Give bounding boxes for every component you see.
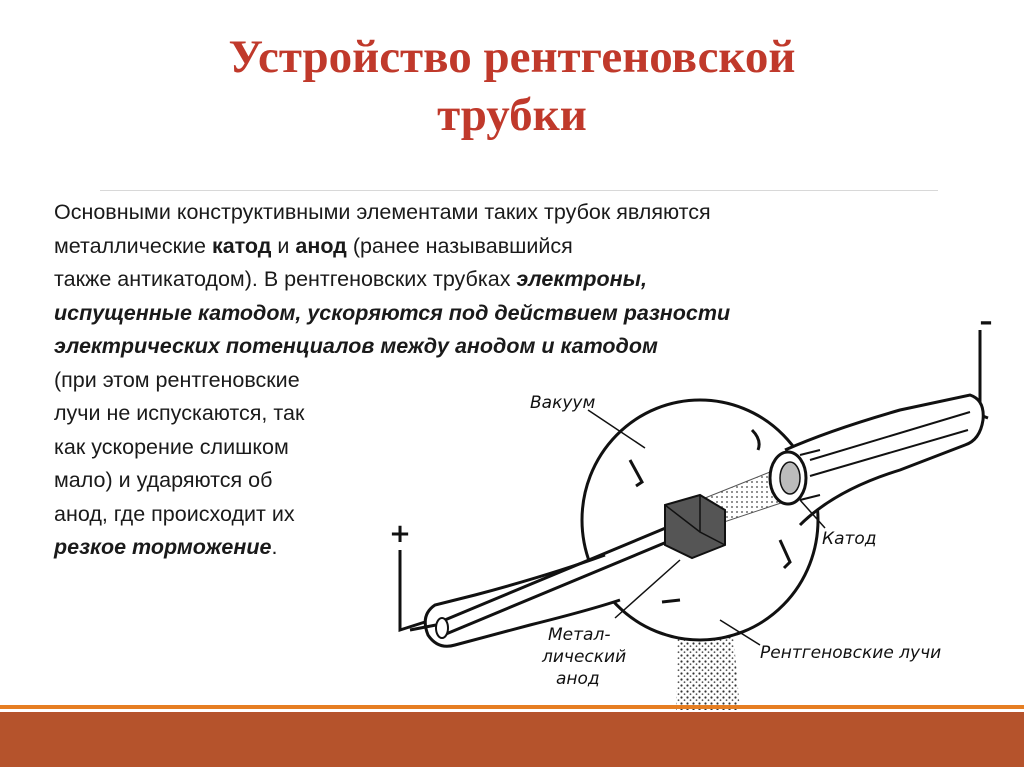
text-line-8: как ускорение слишком bbox=[54, 434, 289, 459]
text-line-7: лучи не испускаются, так bbox=[54, 401, 305, 425]
label-anode-2: лический bbox=[542, 647, 627, 667]
term-electrons: электроны, bbox=[516, 267, 647, 291]
text-line-11: резкое торможение. bbox=[54, 535, 278, 559]
sign-plus: + bbox=[389, 519, 411, 549]
label-vacuum: Вакуум bbox=[530, 393, 596, 413]
xray-tube-illustration bbox=[380, 300, 1020, 710]
text-line-5: электрических потенциалов между анодом и катодом bbox=[54, 334, 658, 358]
label-anode-1: Метал- bbox=[548, 625, 611, 645]
text-line-3: также антикатодом). В рентгеновских трубках электроны, bbox=[54, 267, 647, 291]
label-xrays: Рентгеновские лучи bbox=[760, 643, 942, 663]
slide-title bbox=[0, 28, 1024, 144]
text-line-9: мало) и ударяются об bbox=[54, 468, 273, 492]
text-line-2: металлические катод и анод (ранее называвшийся bbox=[54, 233, 573, 258]
text-line-6: (при этом рентгеновские bbox=[54, 367, 300, 392]
tube-right-neck bbox=[785, 395, 983, 525]
text-line-10: анод, где происходит их bbox=[54, 501, 295, 526]
xray-tube-diagram bbox=[380, 300, 1020, 710]
footer-bar bbox=[0, 712, 1024, 767]
term-anode: анод bbox=[295, 233, 347, 258]
title-line-1: Устройство рентгеновской bbox=[228, 31, 796, 83]
text-line-4: испущенные катодом, ускоряются под действием разности bbox=[54, 300, 731, 325]
term-cathode: катод bbox=[211, 233, 272, 258]
wire-plus bbox=[400, 550, 425, 630]
term-braking: резкое торможение bbox=[54, 535, 272, 559]
label-cathode: Катод bbox=[822, 529, 877, 549]
sign-minus: – bbox=[979, 307, 993, 337]
label-anode-3: анод bbox=[556, 669, 600, 689]
footer-accent-line bbox=[0, 705, 1024, 709]
anode-target bbox=[665, 495, 725, 558]
title-line-2: трубки bbox=[437, 89, 587, 141]
text-line-1: Основными конструктивными элементами таких трубок являются bbox=[54, 200, 711, 224]
title-divider bbox=[100, 190, 938, 191]
